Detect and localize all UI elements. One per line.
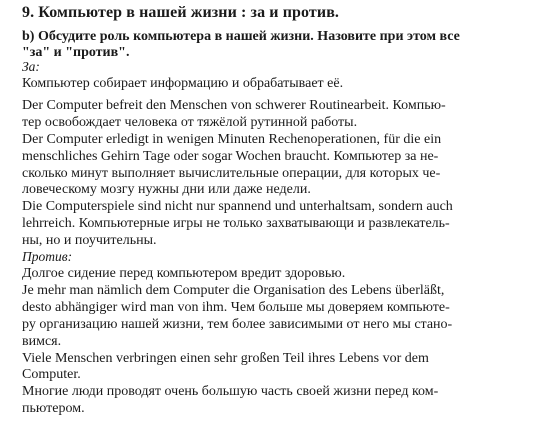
text-line: Die Computerspiele sind nicht nur spannend und unterhaltsam, sondern auch: [22, 199, 453, 214]
text-line: Компьютер собирает информацию и обрабатывает её.: [22, 76, 344, 91]
text-line: lehrreich. Компьютерные игры не только захватывающи и развлекатель-: [22, 216, 450, 231]
text-line: вимся.: [22, 334, 62, 349]
exercise-heading: 9. Компьютер в нашей жизни : за и против.: [22, 4, 340, 21]
text-line: Computer.: [22, 367, 81, 382]
text-line: Je mehr man nämlich dem Computer die Organisation des Lebens überläßt,: [22, 283, 445, 298]
text-line: desto abhängiger wird man von ihm. Чем больше мы доверяем компьюте-: [22, 300, 450, 315]
text-line: Многие люди проводят очень большую часть своей жизни перед ком-: [22, 384, 439, 399]
text-line: пьютером.: [22, 401, 85, 416]
text-line: сколько минут выполняет вычислительные операции, для которых че-: [22, 166, 441, 181]
pro-label: За:: [22, 59, 40, 74]
text-line: тер освобождает человека от тяжёлой рутинной работы.: [22, 115, 358, 130]
text-line: ны, но и поучительны.: [22, 233, 157, 248]
text-line: Долгое сидение перед компьютером вредит здоровью.: [22, 266, 346, 281]
text-line: Der Computer erledigt in wenigen Minuten Rechenoperationen, für die ein: [22, 132, 442, 147]
text-line: ру организацию нашей жизни, тем более зависимыми от него мы стано-: [22, 317, 453, 332]
task-instruction: b) Обсудите роль компьютера в нашей жизни. Назовите при этом все "за" и "против".: [22, 29, 460, 60]
text-line: menschliches Gehirn Tage oder sogar Wochen braucht. Компьютер за не-: [22, 149, 439, 164]
text-line: Viele Menschen verbringen einen sehr großen Teil ihres Lebens vor dem: [22, 351, 429, 366]
text-line: ловеческому мозгу нужны дни или даже недели.: [22, 182, 311, 197]
contra-label: Против:: [22, 249, 73, 264]
text-line: Der Computer befreit den Menschen von schwerer Routinearbeit. Компью-: [22, 98, 446, 113]
